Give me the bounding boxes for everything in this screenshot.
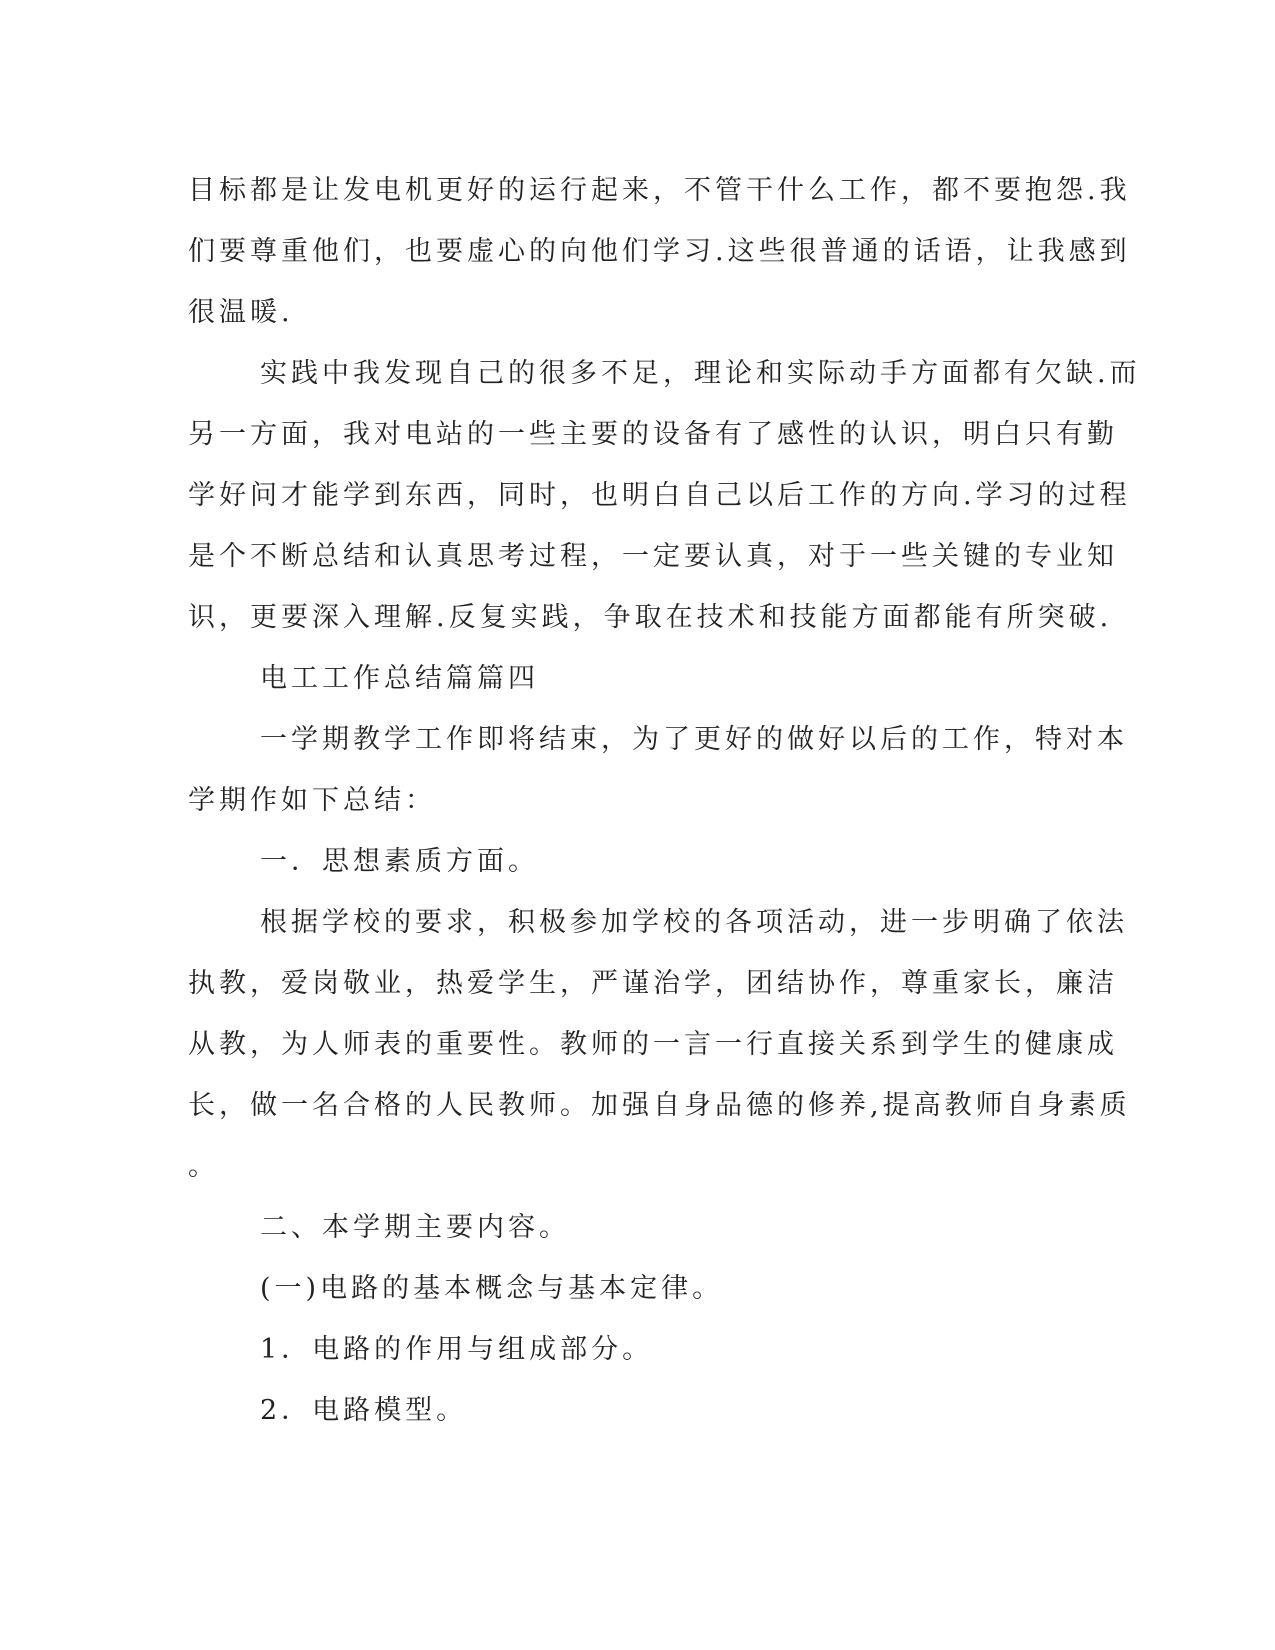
paragraph-1	[188, 160, 1131, 343]
section-heading	[188, 648, 1088, 709]
text-line: 另一方面，我对电站的一些主要的设备有了感性的认识，明白只有勤	[188, 419, 1118, 450]
paragraph-6	[188, 892, 1131, 1197]
text-line: 实践中我发现自己的很多不足，理论和实际动手方面都有欠缺.而	[260, 358, 1141, 389]
paragraph-10	[188, 1380, 1088, 1441]
text-line: 学好问才能学到东西，同时，也明白自己以后工作的方向.学习的过程	[188, 480, 1131, 511]
text-line: 学期作如下总结：	[188, 785, 436, 816]
text-line: 识，更要深入理解.反复实践，争取在技术和技能方面都能有所突破.	[188, 602, 1113, 633]
text-line: 一学期教学工作即将结束，为了更好的做好以后的工作，特对本	[260, 724, 1128, 755]
text-line: 执教，爱岗敬业，热爱学生，严谨治学，团结协作，尊重家长，廉洁	[188, 968, 1118, 999]
document-body	[188, 160, 1141, 1441]
text-line: 一．思想素质方面。	[260, 846, 539, 877]
text-line: 从教，为人师表的重要性。教师的一言一行直接关系到学生的健康成	[188, 1029, 1118, 1060]
text-line: 。	[188, 1151, 219, 1182]
heading-text: 电工工作总结篇篇四	[260, 663, 539, 694]
paragraph-8	[188, 1258, 1088, 1319]
text-line: 很温暖.	[188, 297, 294, 328]
paragraph-9	[188, 1319, 1088, 1380]
text-line: 根据学校的要求，积极参加学校的各项活动，进一步明确了依法	[260, 907, 1128, 938]
paragraph-5	[188, 831, 1088, 892]
text-line: 1．电路的作用与组成部分。	[260, 1334, 654, 1365]
paragraph-4	[188, 709, 1128, 831]
text-line: 二、本学期主要内容。	[260, 1212, 570, 1243]
text-line: 2．电路模型。	[260, 1395, 468, 1426]
text-line: 们要尊重他们，也要虚心的向他们学习.这些很普通的话语，让我感到	[188, 236, 1131, 267]
text-line: (一)电路的基本概念与基本定律。	[260, 1273, 724, 1304]
paragraph-7	[188, 1197, 1088, 1258]
text-line: 目标都是让发电机更好的运行起来，不管干什么工作，都不要抱怨.我	[188, 175, 1131, 206]
text-line: 是个不断总结和认真思考过程，一定要认真，对于一些关键的专业知	[188, 541, 1118, 572]
paragraph-2	[188, 343, 1141, 648]
text-line: 长，做一名合格的人民教师。加强自身品德的修养,提高教师自身素质	[188, 1090, 1131, 1121]
